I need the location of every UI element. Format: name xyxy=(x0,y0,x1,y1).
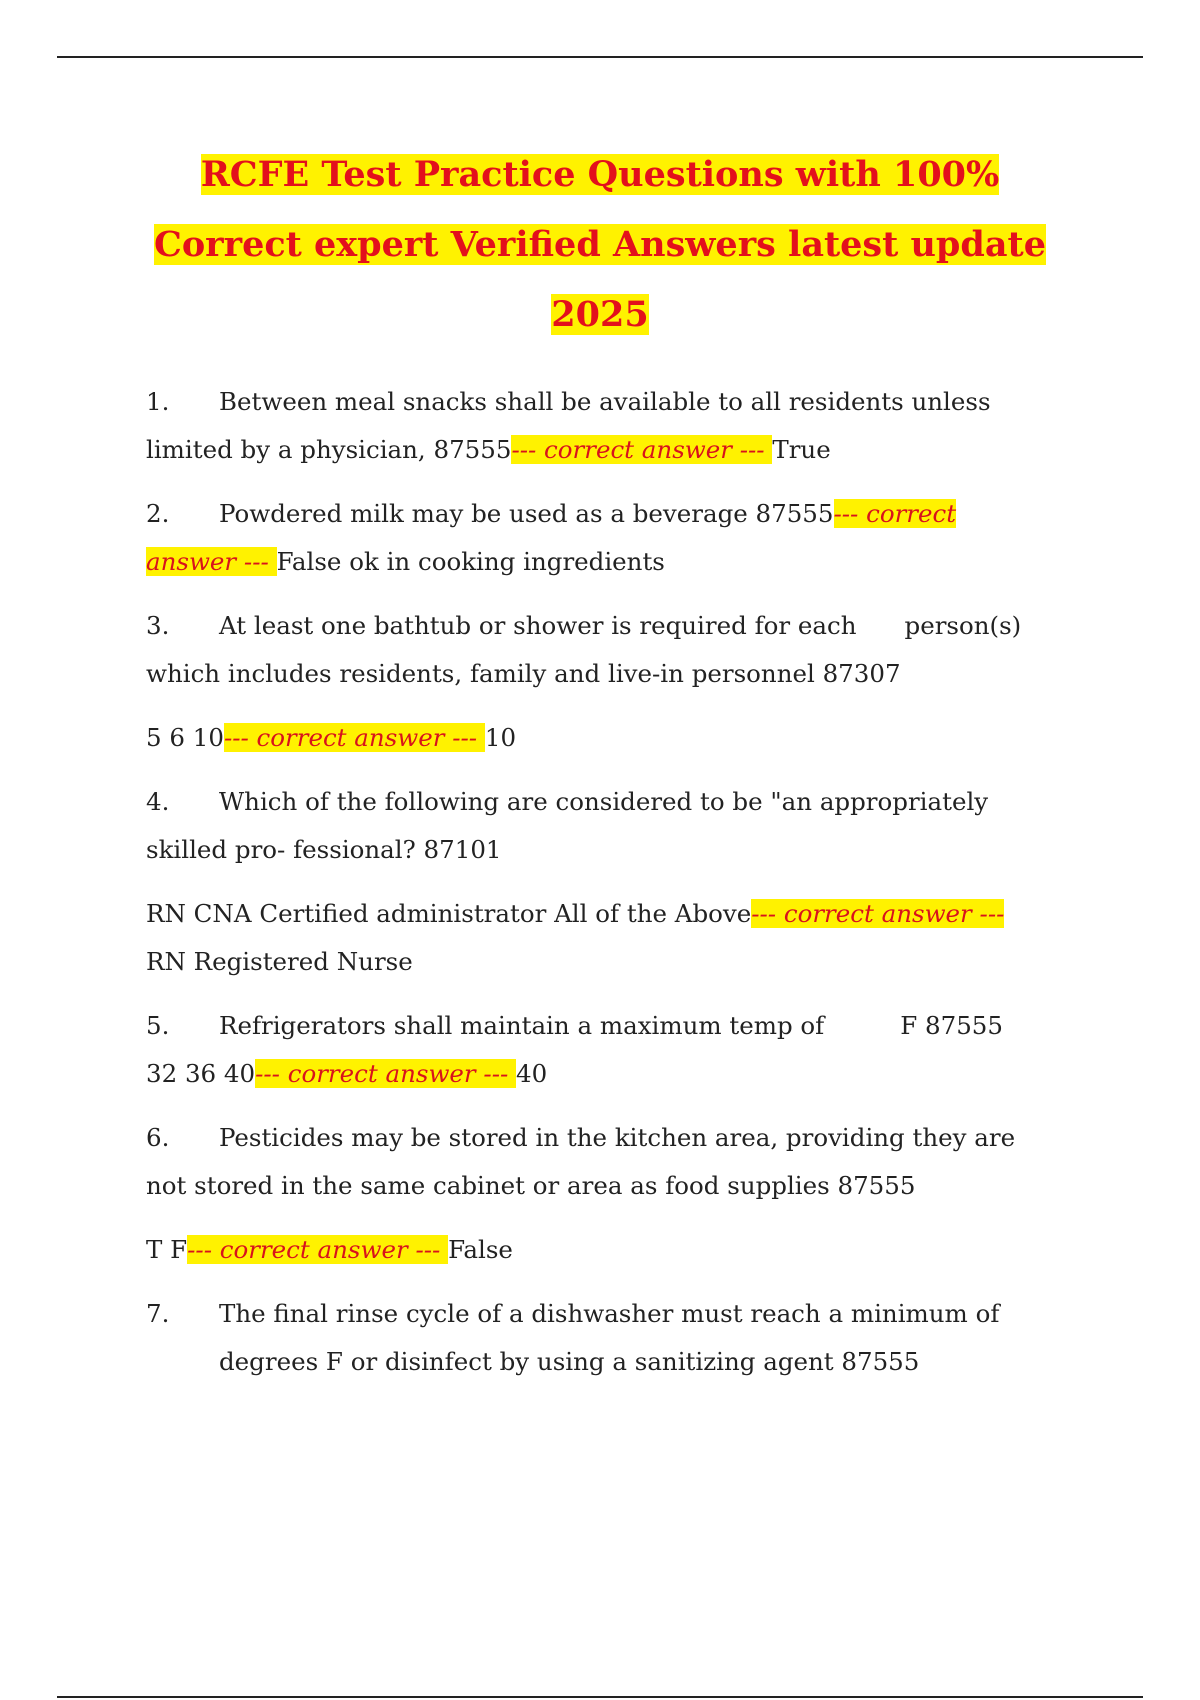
question-text: degrees F or disinfect by using a sanitizing agent 87555 xyxy=(219,1347,920,1376)
answer-text: True xyxy=(772,435,831,464)
question-4-options xyxy=(146,890,1076,986)
answer-options: 32 36 40 xyxy=(146,1059,256,1088)
question-2 xyxy=(146,490,1076,586)
question-number: 1. xyxy=(146,387,170,416)
question-text: F 87555 xyxy=(900,1011,1003,1040)
title-line-1: RCFE Test Practice Questions with 100% xyxy=(200,154,1000,195)
answer-text: RN Registered Nurse xyxy=(146,947,413,976)
question-5 xyxy=(146,1002,1076,1098)
question-number: 6. xyxy=(146,1123,170,1152)
question-7 xyxy=(146,1290,1076,1386)
answer-options: T F xyxy=(146,1235,188,1264)
answer-text: False ok in cooking ingredients xyxy=(276,547,665,576)
question-text: person(s) xyxy=(904,611,1022,640)
correct-answer-marker: --- correct answer --- xyxy=(511,435,773,464)
question-number: 4. xyxy=(146,787,170,816)
question-6-options xyxy=(146,1226,1076,1274)
question-number: 7. xyxy=(146,1299,170,1328)
footer-rule xyxy=(57,1696,1143,1698)
correct-answer-marker: --- correct xyxy=(833,499,957,528)
question-text: which includes residents, family and live-in personnel 87307 xyxy=(146,659,901,688)
question-text: Powdered milk may be used as a beverage 87555 xyxy=(219,499,834,528)
question-text: At least one bathtub or shower is required for each xyxy=(219,611,857,640)
question-3 xyxy=(146,602,1076,698)
question-text: limited by a physician, 87555 xyxy=(146,435,512,464)
correct-answer-marker: answer --- xyxy=(146,547,277,576)
question-number: 2. xyxy=(146,499,170,528)
question-number: 3. xyxy=(146,611,170,640)
title-line-2: Correct expert Verified Answers latest update xyxy=(153,224,1046,265)
question-text: skilled pro- fessional? 87101 xyxy=(146,835,502,864)
answer-text: 10 xyxy=(484,723,517,752)
question-4 xyxy=(146,778,1076,874)
question-1 xyxy=(146,378,1076,474)
question-text: Which of the following are considered to be "an appropriately xyxy=(219,787,989,816)
answer-text: False xyxy=(448,1235,513,1264)
correct-answer-marker: --- correct answer --- xyxy=(187,1235,449,1264)
question-3-options xyxy=(146,714,1076,762)
question-text: Refrigerators shall maintain a maximum temp of xyxy=(219,1011,825,1040)
question-text: The final rinse cycle of a dishwasher must reach a minimum of xyxy=(219,1299,1000,1328)
document-title xyxy=(140,140,1060,350)
correct-answer-marker: --- correct answer --- xyxy=(223,723,485,752)
answer-text: 40 xyxy=(516,1059,548,1088)
question-6 xyxy=(146,1114,1076,1210)
question-list xyxy=(146,378,1076,1402)
correct-answer-marker: --- correct answer --- xyxy=(255,1059,517,1088)
question-number: 5. xyxy=(146,1011,170,1040)
title-line-3: 2025 xyxy=(551,294,649,335)
question-text: Between meal snacks shall be available to all residents unless xyxy=(219,387,991,416)
header-rule xyxy=(57,56,1143,58)
question-text: not stored in the same cabinet or area as food supplies 87555 xyxy=(146,1171,916,1200)
answer-options: RN CNA Certified administrator All of the Above xyxy=(146,899,752,928)
question-text: Pesticides may be stored in the kitchen area, providing they are xyxy=(219,1123,1016,1152)
correct-answer-marker: --- correct answer --- xyxy=(751,899,1005,928)
answer-options: 5 6 10 xyxy=(146,723,224,752)
